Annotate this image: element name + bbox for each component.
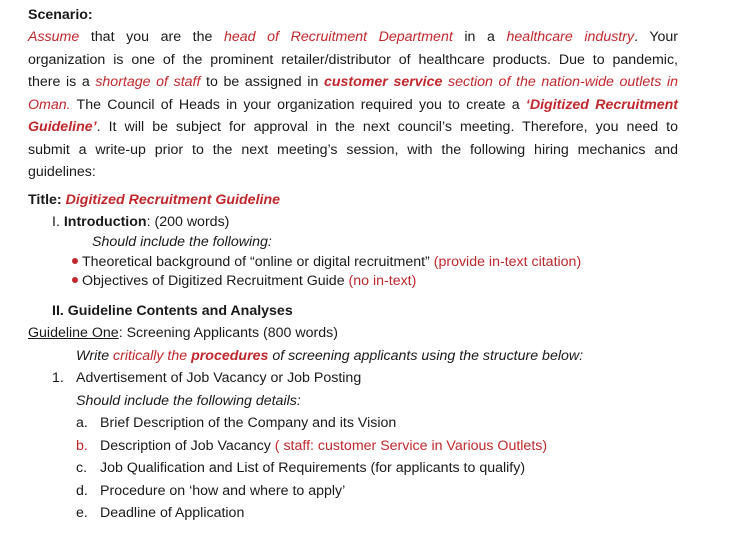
subitem-letter: a. xyxy=(76,415,88,431)
emphasis-healthcare-industry: healthcare industry xyxy=(506,29,635,45)
subitem-c xyxy=(76,457,525,479)
emphasis-oman: Oman. xyxy=(28,97,71,113)
text-run: that you are the xyxy=(79,29,224,45)
subitem-b xyxy=(76,435,547,457)
bullet-note: (no in-text) xyxy=(344,273,417,289)
scenario-line-5 xyxy=(28,116,678,138)
bullet-icon xyxy=(72,258,78,264)
item-number: 1. xyxy=(52,370,64,386)
scenario-line-2: organization is one of the prominent retailer/distributor of healthcare products. Due to pandemic, xyxy=(28,52,678,68)
text-run: Write xyxy=(76,348,114,364)
guideline-one-instruction xyxy=(76,345,583,367)
scenario-heading: Scenario: xyxy=(28,7,93,23)
bullet-text: Theoretical background of “online or digital recruitment” xyxy=(82,254,430,270)
emphasis-critically: critically the xyxy=(113,348,192,364)
text-run: to be assigned in xyxy=(200,74,324,90)
intro-label: Introduction xyxy=(63,214,147,230)
emphasis-assume: Assume xyxy=(28,29,80,45)
guideline-should-include: Should include the following details: xyxy=(76,393,301,409)
text-run: in a xyxy=(452,29,507,45)
text-run: . It will be subject for approval in the next council’s meeting. Therefore, you need to xyxy=(96,119,678,135)
emphasis-digitized-recruitment: ‘Digitized Recruitment xyxy=(525,97,678,113)
scenario-line-7: guidelines: xyxy=(28,164,96,180)
emphasis-section-outlets: section of the nation-wide outlets in xyxy=(442,74,678,90)
title-label: Title: xyxy=(28,192,62,208)
subitem-e xyxy=(76,502,244,524)
bullet-text: Objectives of Digitized Recruitment Guide xyxy=(82,273,345,289)
subitem-letter: c. xyxy=(76,460,88,476)
emphasis-head-of-recruitment: head of Recruitment Department xyxy=(224,29,453,45)
subitem-note: ( staff: customer Service in Various Outlets) xyxy=(270,438,548,454)
intro-word-count: : (200 words) xyxy=(146,214,230,230)
scenario-line-4 xyxy=(28,94,678,116)
section-2-heading: II. Guideline Contents and Analyses xyxy=(52,303,293,319)
intro-heading xyxy=(52,211,229,233)
scenario-line-1 xyxy=(28,26,678,48)
subitem-letter: b. xyxy=(76,438,88,454)
scenario-line-3 xyxy=(28,71,678,93)
title-value: Digitized Recruitment Guideline xyxy=(65,192,281,208)
subitem-text: Description of Job Vacancy xyxy=(100,438,271,454)
subitem-letter: d. xyxy=(76,483,88,499)
subitem-text: Procedure on ‘how and where to apply’ xyxy=(100,483,346,499)
guideline-one-label: Guideline One xyxy=(28,325,119,341)
text-run: there is a xyxy=(28,74,96,90)
item-text: Advertisement of Job Vacancy or Job Posting xyxy=(76,370,362,386)
text-run: The Council of Heads in your organization required you to create a xyxy=(70,97,526,113)
title-line xyxy=(28,189,280,211)
subitem-text: Job Qualification and List of Requirements (for applicants to qualify) xyxy=(100,460,526,476)
text-run: . Your xyxy=(634,29,679,45)
subitem-text: Deadline of Application xyxy=(100,505,245,521)
emphasis-customer-service: customer service xyxy=(323,74,443,90)
emphasis-procedures: procedures xyxy=(191,348,269,364)
subitem-d xyxy=(76,480,345,502)
text-run: of screening applicants using the structure below: xyxy=(268,348,584,364)
subitem-text: Brief Description of the Company and its Vision xyxy=(100,415,397,431)
emphasis-shortage-of-staff: shortage of staff xyxy=(95,74,201,90)
intro-number: I. xyxy=(52,214,60,230)
bullet-icon xyxy=(72,277,78,283)
bullet-note: (provide in-text citation) xyxy=(429,254,582,270)
emphasis-guideline: Guideline’ xyxy=(28,119,97,135)
guideline-item-1 xyxy=(52,367,361,389)
subitem-a xyxy=(76,412,396,434)
guideline-one-rest: : Screening Applicants (800 words) xyxy=(118,325,338,341)
guideline-one-heading xyxy=(28,322,338,344)
intro-should-include: Should include the following: xyxy=(92,234,272,250)
subitem-letter: e. xyxy=(76,505,88,521)
scenario-line-6: submit a write-up prior to the next meeting’s session, with the following hiring mechanics and xyxy=(28,142,678,158)
intro-bullet-2 xyxy=(72,270,416,292)
